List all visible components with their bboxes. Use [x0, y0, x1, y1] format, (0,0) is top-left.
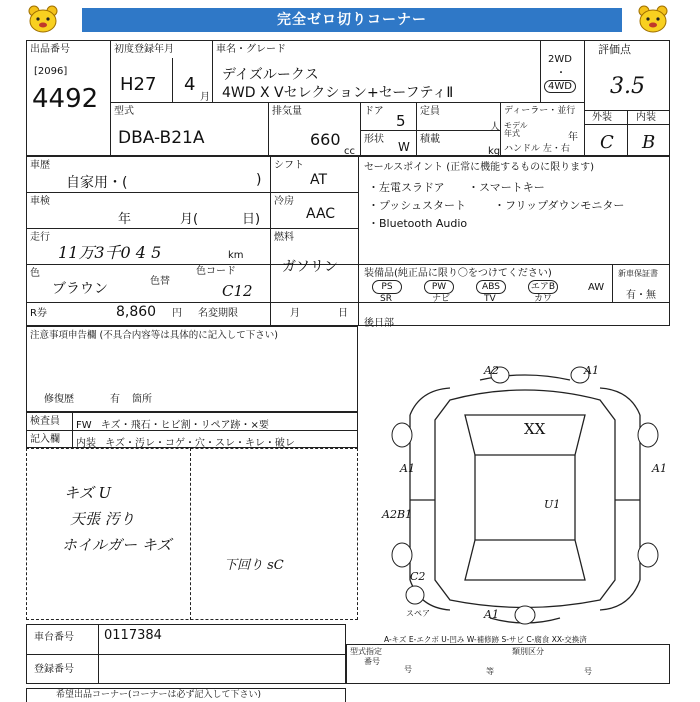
recycle-value: 8,860 — [116, 304, 157, 320]
tax-value: 有・無 — [626, 290, 656, 301]
mileage-value: 11万3千0 4 5 — [58, 243, 162, 262]
first-reg-label: 初度登録年月 — [114, 44, 174, 55]
tax-label: 新車保証書 — [618, 269, 658, 278]
int-label: 内装 — [636, 112, 656, 123]
sales-point-2: ・スマートキー — [468, 181, 545, 194]
note-under: 下回り sC — [224, 558, 284, 573]
history-value: 自家用・( — [66, 175, 128, 191]
equipment-label: 装備品(純正品に限り〇をつけてください) — [364, 268, 552, 279]
check-required: ・×要 — [240, 420, 269, 431]
name-change-day: 日 — [338, 308, 348, 319]
check-tear: ・破レ — [264, 438, 295, 449]
check-hole: ・穴 — [185, 438, 205, 449]
name-change-month: 月 — [290, 308, 300, 319]
sales-point-5: ・Bluetooth Audio — [368, 217, 468, 230]
lot-label: 出品番号 — [30, 44, 70, 55]
diag-a1-right: A1 — [652, 462, 667, 475]
score-label: 評価点 — [598, 43, 631, 56]
color-value: ブラウン — [52, 281, 108, 297]
equip-sr: SR — [380, 294, 392, 304]
check-burn: ・コゲ — [155, 438, 185, 449]
check-chip: ・飛石 — [120, 420, 151, 431]
drive-2wd: 2WD — [548, 54, 572, 65]
equip-navi: ナビ — [432, 294, 451, 304]
footer-go: 号 — [404, 665, 412, 674]
chassis-value: 0117384 — [104, 628, 162, 643]
equip-airbag: エアB — [528, 280, 558, 294]
check-crack: ・ヒビ割 — [150, 420, 191, 431]
check-repair: ・リペア跡 — [190, 420, 241, 431]
equip-tv: TV — [484, 294, 496, 304]
drive-4wd: 4WD — [544, 80, 576, 93]
sales-label: セールスポイント (正常に機能するものに限ります) — [364, 162, 595, 173]
shift-value: AT — [310, 172, 328, 188]
diag-a2: A2 — [484, 364, 499, 377]
diag-a1-top: A1 — [584, 364, 599, 377]
car-name: デイズルークス — [222, 67, 319, 83]
first-reg-month: 4 — [184, 74, 196, 95]
repair-part: 箇所 — [132, 394, 152, 405]
color-code: C12 — [222, 282, 253, 300]
inspection-day: 日) — [242, 212, 261, 227]
diag-a1-bottom: A1 — [484, 608, 499, 621]
reg-label: 登録番号 — [34, 664, 74, 675]
model-value: DBA-B21A — [118, 128, 205, 148]
displacement-value: 660 — [310, 130, 341, 149]
inspection-month: 月( — [180, 212, 199, 227]
bear-mascot-left-icon — [26, 4, 60, 34]
note-3: ホイルガー キズ — [62, 536, 172, 554]
car-diagram — [380, 360, 670, 630]
score-value: 3.5 — [610, 74, 645, 99]
diag-u1: U1 — [544, 498, 561, 511]
fuel-label: 燃料 — [274, 232, 294, 243]
capacity-unit: 人 — [490, 122, 500, 133]
capacity-label: 定員 — [420, 106, 440, 117]
class-label: 類別区分 — [512, 647, 544, 656]
name-change-label: 名変期限 — [198, 308, 238, 319]
displacement-unit: cc — [344, 146, 355, 157]
history-label: 車歴 — [30, 160, 50, 171]
dealer-line2: モデル — [504, 121, 528, 130]
ext-grade: C — [600, 132, 614, 153]
footer-no: 番号 — [364, 657, 380, 666]
diag-a2b1: A2B1 — [382, 508, 413, 521]
recycle-unit: 円 — [172, 308, 182, 319]
rear-seat-label: 後日部 — [364, 318, 394, 329]
equip-leather: カワ — [534, 294, 553, 304]
diag-a1-left: A1 — [400, 462, 415, 475]
check-row1-scratch: キズ — [100, 420, 121, 431]
car-grade: 4WD X Vセレクション+セーフティⅡ — [222, 85, 454, 101]
bear-mascot-right-icon — [636, 4, 670, 34]
check-stain: ・汚レ — [125, 438, 155, 449]
footer-go-2: 号 — [584, 667, 592, 676]
chassis-label: 車台番号 — [34, 632, 74, 643]
recycle-label: R券 — [30, 308, 47, 319]
check-scuff: ・スレ — [205, 438, 235, 449]
first-reg-year: H27 — [120, 74, 157, 95]
check-row-2 — [76, 434, 295, 449]
drive-dot: ・ — [556, 68, 566, 79]
sales-point-4: ・フリップダウンモニター — [494, 199, 625, 212]
first-reg-month-unit: 月 — [200, 92, 210, 103]
check-row2-scratch: キズ — [105, 438, 125, 449]
car-label: 車名・グレード — [216, 44, 286, 55]
ac-label: 冷房 — [274, 196, 294, 207]
shape-label: 形状 — [364, 134, 384, 145]
check-fw: FW — [76, 420, 92, 431]
repair-value: 有 — [110, 394, 120, 405]
dealer-year-unit: 年 — [568, 132, 578, 143]
repair-label: 修復歴 — [44, 394, 74, 405]
lot-number: 4492 — [32, 84, 99, 114]
diag-spare: スペア — [406, 609, 430, 618]
doors-label: ドア — [364, 106, 384, 117]
sales-point-1: ・左電スラドア — [368, 181, 445, 194]
type-spec-box — [346, 644, 670, 684]
doors-value: 5 — [396, 112, 406, 130]
mileage-unit: km — [228, 250, 244, 261]
dealer-line3: 年式 — [504, 129, 520, 138]
check-label-2: 記入欄 — [30, 434, 60, 445]
bottom-corner-label: 希望出品コーナー(コーナーは必ず記入して下さい) — [56, 690, 262, 700]
equip-ps: PS — [372, 280, 402, 294]
load-unit: kg — [488, 146, 501, 157]
diag-xx: XX — [524, 420, 546, 438]
shape-value: W — [398, 140, 410, 154]
color-change-label: 色替 — [150, 276, 170, 287]
history-close: ) — [256, 172, 262, 188]
inspection-label: 車検 — [30, 196, 50, 207]
load-label: 積載 — [420, 134, 440, 145]
sales-point-3: ・プッシュスタート — [368, 199, 467, 212]
fuel-value: ガソリン — [282, 259, 338, 275]
check-cut: ・キレ — [235, 438, 265, 449]
shift-label: シフト — [274, 160, 304, 171]
page-title: 完全ゼロ切りコーナー — [82, 8, 622, 32]
remarks-label: 注意事項申告欄 (不具合内容等は具体的に記入して下さい) — [30, 330, 278, 341]
footer-to: 等 — [486, 667, 494, 676]
color-code-label: 色コード — [196, 266, 236, 277]
color-label: 色 — [30, 268, 40, 279]
ext-label: 外装 — [592, 112, 612, 123]
check-label-1: 検査員 — [30, 416, 60, 427]
model-label: 型式 — [114, 106, 134, 117]
displacement-label: 排気量 — [272, 106, 302, 117]
equip-abs: ABS — [476, 280, 506, 294]
note-2: 天張 汚り — [70, 510, 135, 528]
note-1: キズ U — [64, 484, 112, 502]
inspection-year: 年 — [118, 212, 132, 227]
dealer-handle: ハンドル 左・右 — [504, 144, 570, 154]
int-grade: B — [642, 132, 656, 153]
equip-aw: AW — [588, 282, 605, 293]
check-interior: 内装 — [76, 438, 96, 449]
diag-c2: C2 — [410, 570, 426, 583]
lot-code: [2096] — [34, 66, 68, 77]
ac-value: AAC — [306, 206, 336, 222]
check-row-1 — [76, 416, 269, 431]
mileage-label: 走行 — [30, 232, 50, 243]
equip-pw: PW — [424, 280, 454, 294]
dealer-line1: ディーラー・並行 — [504, 106, 576, 116]
damage-legend: A-キズ E-エクボ U-凹み W-補修跡 S-サビ C-腐食 XX-交換済 — [384, 635, 587, 644]
type-spec-label: 型式指定 — [350, 647, 382, 656]
